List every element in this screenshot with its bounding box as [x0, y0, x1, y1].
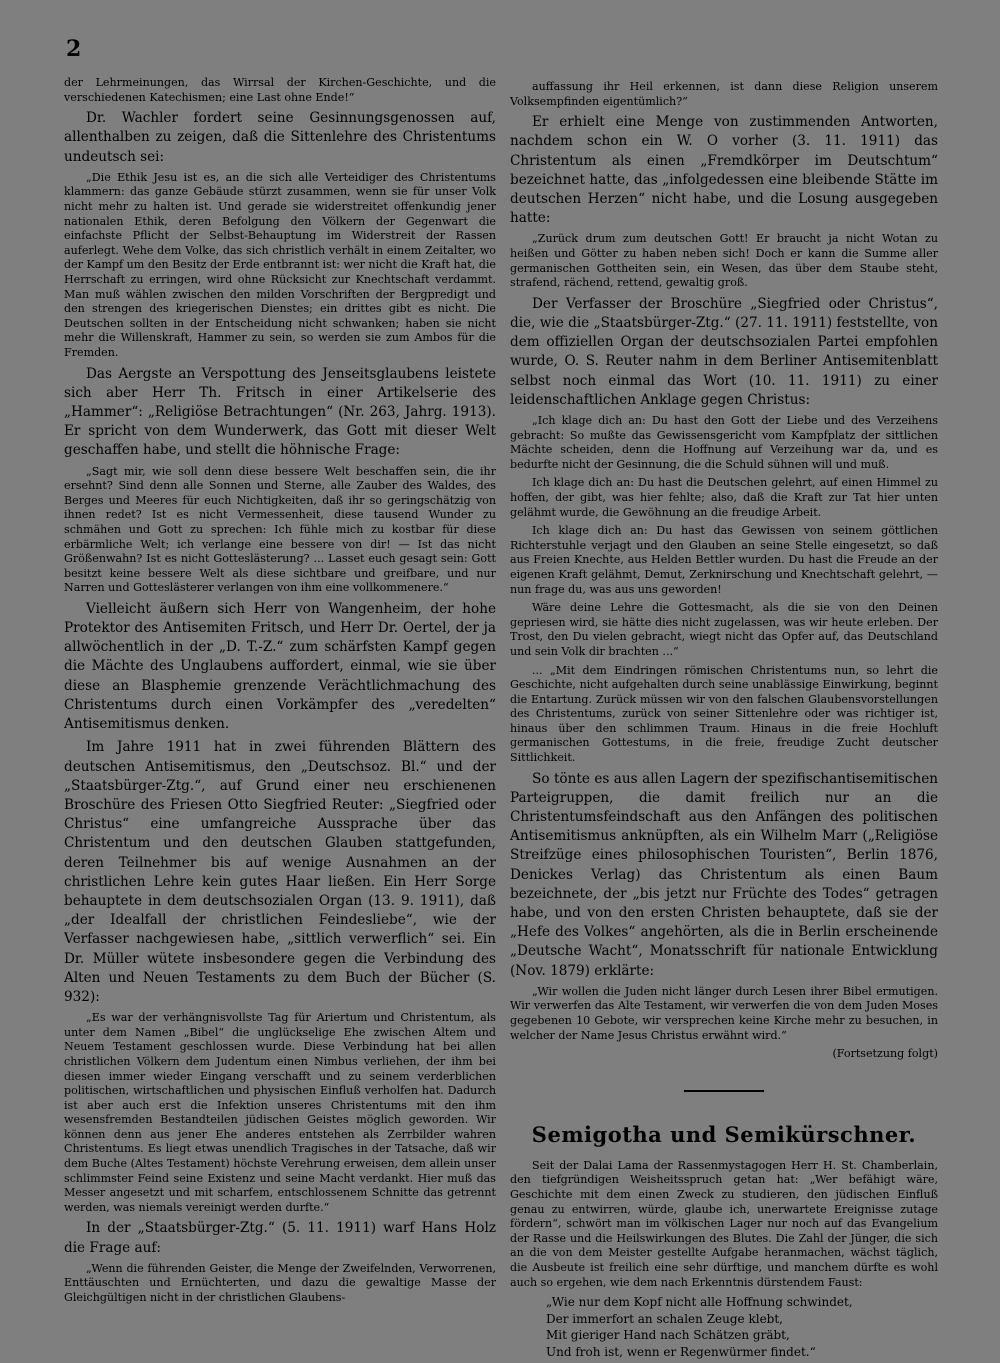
right-column: [510, 80, 938, 1359]
poem-line: „Wie nur dem Kopf nicht alle Hoffnung schwindet,: [546, 1295, 853, 1310]
paragraph-reuter: Der Verfasser der Broschüre „Siegfried oder Christus“, die, wie die „Staatsbürger-Ztg.“ (27. 11. 1911) feststellte, von dem offiziellen Organ der deutschsozialen Partei empfohlen wurde, O. S. Reuter nahm in dem Berliner Antisemitenblatt selbst noch einmal das Wort (10. 11. 1911) zu einer leidenschaftlichen Anklage gegen Christus:: [510, 295, 938, 408]
paragraph-wachler: Dr. Wachler fordert seine Gesinnungsgenossen auf, allenthalben zu zeigen, daß die Sittenlehre des Christentums undeutsch sei:: [64, 110, 496, 165]
quote-deutsche-wacht: „Wir wollen die Juden nicht länger durch Lesen ihrer Bibel ermutigen. Wir verwerfen das Alte Testament, wir verwerfen die von dem Juden Moses gegebenen 10 Gebote, wir versprechen keine Kirche mehr zu besuchen, in welcher der Name Jesus Christus erwähnt wird.“: [510, 984, 938, 1042]
poem-line: Der immerfort an schalen Zeuge klebt,: [546, 1311, 783, 1326]
section-divider: [684, 1090, 764, 1092]
paragraph-wangenheim: Vielleicht äußern sich Herr von Wangenheim, der hohe Protektor des Antisemiten Fritsch, und Herr Dr. Oertel, der ja allwöchentlich in der „D. T.-Z.“ zum schärfsten Kampf gegen die Mächte des Unglaubens auffordert, einmal, wie sie über diese an Blasphemie grenzende Verächtlichmachung des Christentums durch einen Vorkämpfer des „veredelten“ Antisemitismus denken.: [64, 600, 496, 733]
faust-poem: [546, 1294, 938, 1360]
quote-bibel: „Es war der verhängnisvollste Tag für Ariertum und Christentum, als unter dem Namen „Bibel“ die unglückselige Ehe zwischen Altem und Neuem Testament geschlossen wurde. Diese Verbindung hat bei allen christlichen Völkern dem Judentum einen Nimbus verliehen, der ihm bei diesen immer wieder Eingang verschafft und zu seinem verderblichen politischen, wirtschaftlichen und physischen Einfluß verholfen hat. Dadurch ist aber auch erst die Infektion unseres Christentums mit den ihm wesensfremden Bestandteilen jüdischen Geistes möglich geworden. Wir können denn aus jener Ehe anderes entstehen als Zerrbilder wahren Christentums. Es liegt etwas unendlich Tragisches in der Tatsache, daß wir dem Buche (Altes Testament) höchste Verehrung erweisen, dem allein unser schlimmster Feind seine Existenz und seine Macht verdankt. Hier muß das Messer angesetzt und mit scharfem, entschlossenem Schnitte das getrennt werden, was niemals vereinigt werden durfte.“: [64, 1011, 496, 1214]
poem-line: Und froh ist, wenn er Regenwürmer findet.“: [546, 1344, 816, 1359]
quote-anklage-1: „Ich klage dich an: Du hast den Gott der Liebe und des Verzeihens gebracht: So mußte das Gewissensgericht vom Kampfplatz der sittlichen Mächte scheiden, denn die Hoffnung auf Verzeihung war da, und es bedurfte nicht der Gesinnung, die die Schuld sühnen will und muß.: [510, 414, 938, 471]
quote-anklage-2: Ich klage dich an: Du hast die Deutschen gelehrt, auf einen Himmel zu hoffen, der gibt, was hier fehlte; also, daß die Kraft zur Tat hier unten gelähmt wurde, die Gewöhnung an die freudige Arbeit.: [510, 476, 938, 519]
quote-anklage-5: ... „Mit dem Eindringen römischen Christentums nun, so lehrt die Geschichte, nicht aufgehalten durch seine unablässige Einwirkung, beginnt die Entartung. Zurück müssen wir von den falschen Glaubensvorstellungen des Christentums, zurück von seiner Sittenlehre oder was richtiger ist, hinaus über den schlimmen Traum. Hinaus in die freie Hochluft germanischen Gottestums, in die freie, freudige Zucht deutscher Sittlichkeit.: [510, 663, 938, 765]
paragraph-chamberlain: Seit der Dalai Lama der Rassenmystagogen Herr H. St. Chamberlain, den tiefgründigen Weisheitsspruch getan hat: „Wer befähigt wäre, Geschichte mit dem einen Zweck zu studieren, den jüdischen Einfluß genau zu entwirren, würde, glaube ich, unerwartete Ereignisse zutage fördern“, schwört man im völkischen Lager nur noch auf das Evangelium der Rasse und die Heilswirkungen des Blutes. Die Zahl der Jünger, die sich an die von dem Meister gestellte Aufgabe heranmachen, wächst täglich, die Ausbeute ist freilich eine sehr dürftige, und manchem dürfte es wohl auch so ergehen, wie dem nach Erkenntnis dürstendem Faust:: [510, 1158, 938, 1289]
quote-continuation: der Lehrmeinungen, das Wirrsal der Kirchen-Geschichte, und die verschiedenen Katechismen; eine Last ohne Ende!“: [64, 76, 496, 104]
quote-ethik: „Die Ethik Jesu ist es, an die sich alle Verteidiger des Christentums klammern: das ganze Gebäude stürzt zusammen, wenn sie für unser Volk nicht mehr zu halten ist. Und gerade sie widerstreitet offenkundig jener nationalen Ethik, deren Befolgung den Völkern der Gegenwart die einfachste Pflicht der Selbst-Behauptung im Widerstreit der Rassen auferlegt. Wehe dem Volke, das sich christlich verhält in einem Zeitalter, wo der Kampf um den Besitz der Erde entbrannt ist: wer nicht die Kraft hat, die Herrschaft zu erringen, wird ohne Rücksicht zur Knechtschaft verdammt. Man muß wählen zwischen den milden Vorschriften der Bergpredigt und den strengen des kriegerischen Dienstes; ein drittes gibt es nicht. Die Deutschen sollten in der Entscheidung nicht schwanken; haben sie nicht mehr die Willenskraft, Hammer zu sein, so werden sie zum Ambos für die Fremden.: [64, 170, 496, 359]
paragraph-fritsch: Das Aergste an Verspottung des Jenseitsglaubens leistete sich aber Herr Th. Fritsch in einer Artikelserie des „Hammer“: „Religiöse Betrachtungen“ (Nr. 263, Jahrg. 1913). Er spricht von dem Wunderwerk, das Gott mit dieser Welt geschaffen habe, und stellt die höhnische Frage:: [64, 365, 496, 459]
paragraph-1911: Im Jahre 1911 hat in zwei führenden Blättern des deutschen Antisemitismus, den „Deutschsoz. Bl.“ und der „Staatsbürger-Ztg.“, auf Grund einer neu erschienenen Broschüre des Friesen Otto Siegfried Reuter: „Siegfried oder Christus“ eine umfangreiche Aussprache über das Christentum und den deutschen Glauben stattgefunden, deren Teilnehmer bis auf wenige Ausnahmen an der christlichen Lehre kein gutes Haar ließen. Ein Herr Sorge behauptete in dem deutschsozialen Organ (13. 9. 1911), daß „der Idealfall der christlichen Feindesliebe“, wie der Verfasser nachgewiesen habe, „sittlich verwerflich“ sei. Ein Dr. Müller wütete insbesondere gegen die Verbindung des Alten und Neuen Testaments zu dem Buch der Bücher (S. 932):: [64, 739, 496, 1005]
paragraph-antworten: Er erhielt eine Menge von zustimmenden Antworten, nachdem schon ein W. O vorher (3. 11. 1911) das Christentum als einen „Fremdkörper im Deutschtum“ bezeichnet hatte, das „infolgedessen eine bleibende Stätte im deutschen Herzen“ nicht habe, und die Losung ausgegeben hatte:: [510, 114, 938, 227]
quote-anklage-4: Wäre deine Lehre die Gottesmacht, als die sie von den Deinen gepriesen wird, sie hätte dies nicht zugelassen, was wir heute erleben. Der Trost, den Du vielen gebracht, wiegt nicht das Opfer auf, das Deutschland und sein Volk dir brachten ...“: [510, 601, 938, 658]
left-column: [64, 76, 496, 1356]
continued-note: (Fortsetzung folgt): [832, 1047, 938, 1061]
quote-holz-end: auffassung ihr Heil erkennen, ist dann diese Religion unserem Volksempfinden eigentümlich?“: [510, 80, 938, 108]
quote-bessere-welt: „Sagt mir, wie soll denn diese bessere Welt beschaffen sein, die ihr ersehnt? Sind denn alle Sonnen und Sterne, alle Zauber des Waldes, des Berges und Meeres für euch Nichtigkeiten, daß ihr so geringschätzig von ihnen redet? Ist es nicht Vermessenheit, diese tausend Wunder zu schmähen und Gott zu sprechen: Ich fühle mich zu kostbar für diese erbärmliche Welt; ich verlange eine bessere von dir! — Ist das nicht Größenwahn? Ist es nicht Gotteslästerung? ... Lasset euch gesagt sein: Gott besitzt keine bessere Welt als diese sichtbare und greifbare, und nur Narren und Gotteslästerer verlangen von ihm eine vollkommenere.“: [64, 464, 496, 595]
paragraph-holz: In der „Staatsbürger-Ztg.“ (5. 11. 1911) warf Hans Holz die Frage auf:: [64, 1220, 496, 1256]
paragraph-marr: So tönte es aus allen Lagern der spezifischantisemitischen Parteigruppen, die damit freilich nur an die Christentumsfeindschaft aus den Anfängen des politischen Antisemitismus anknüpften, als ein Wilhelm Marr („Religiöse Streifzüge eines philosophischen Touristen“, Berlin 1876, Denickes Verlag) das Christentum als einen Baum bezeichnete, der „bis jetzt nur Früchte des Todes“ getragen habe, und von den ersten Christen behauptete, daß sie der „Hefe des Volkes“ angehörten, als die in Berlin erscheinende „Deutsche Wacht“, Monatsschrift für nationale Entwicklung (Nov. 1879) erklärte:: [510, 770, 938, 979]
article-headline: Semigotha und Semikürschner.: [531, 1121, 917, 1147]
quote-anklage-3: Ich klage dich an: Du hast das Gewissen von seinem göttlichen Richterstuhle verjagt und den Glauben an seine Stelle eingesetzt, so daß aus Freien Knechte, aus Helden Bettler wurden. Du hast die Freude an der eigenen Kraft gelähmt, Demut, Zerknirschung und Knechtschaft gelehrt, — nun frage du, was aus uns geworden!: [510, 524, 938, 596]
page-number: 2: [66, 36, 82, 62]
quote-deutscher-gott: „Zurück drum zum deutschen Gott! Er braucht ja nicht Wotan zu heißen und Götter zu haben neben sich! Doch er kann die Summe aller germanischen Gottheiten sein, ein Wesen, das über dem Staube steht, strafend, rächend, rettend, gewaltig groß.: [510, 232, 938, 290]
poem-line: Mit gieriger Hand nach Schätzen gräbt,: [546, 1328, 790, 1343]
quote-holz: „Wenn die führenden Geister, die Menge der Zweifelnden, Verworrenen, Enttäuschten und Ernüchterten, und dazu die gewaltige Masse der Gleichgültigen nicht in der christlichen Glaubens-: [64, 1261, 496, 1305]
